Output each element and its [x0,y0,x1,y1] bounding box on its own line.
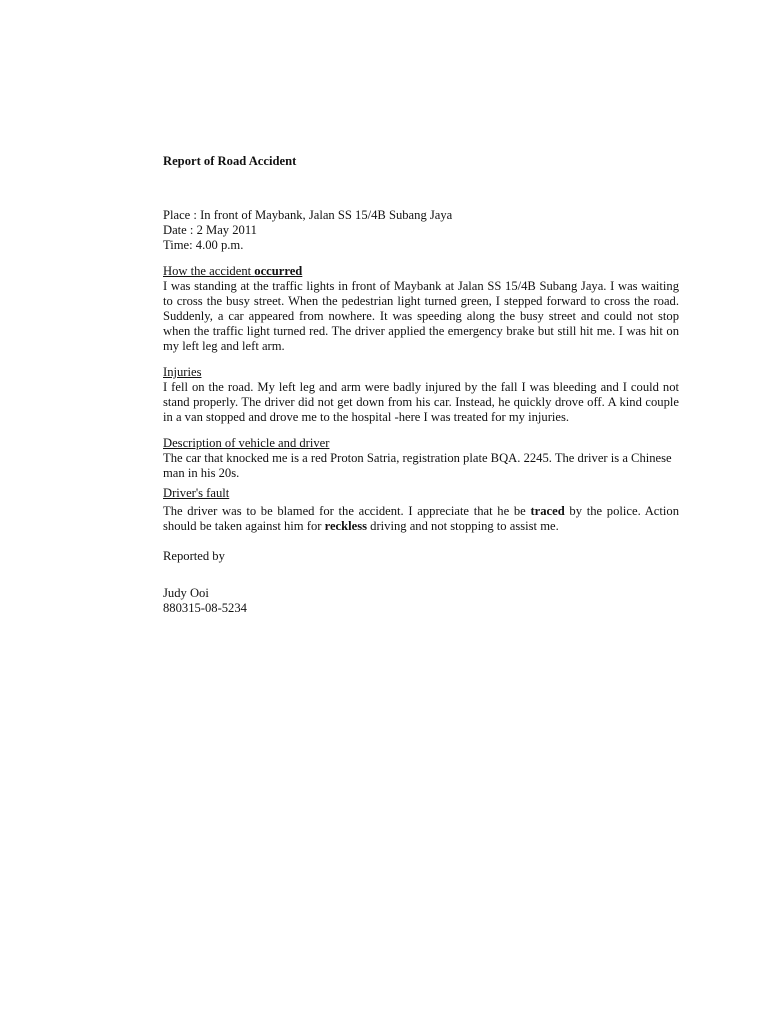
section-body: The car that knocked me is a red Proton Satria, registration plate BQA. 2245. The driver is a Chinese man in his 20s. [163,451,672,480]
section-vehicle-driver [163,436,679,481]
report-document [163,154,679,616]
report-meta [163,208,679,253]
section-heading [163,264,679,279]
section-body: I fell on the road. My left leg and arm were badly injured by the fall I was bleeding and I could not stand properly. The driver did not get down from his car. Instead, he quickly drove off. A kind couple in a van stopped and drove me to the hospital -here I was treated for my injuries. [163,380,679,424]
section-drivers-fault [163,486,679,534]
body-text: by the police. Action should be taken against him for [163,504,679,533]
bold-word: reckless [324,519,368,533]
heading-prefix: How the accident [163,264,255,278]
body-text: The driver was to be blamed for the accident. I appreciate that he be [163,504,531,518]
section-body: I was standing at the traffic lights in front of Maybank at Jalan SS 15/4B Subang Jaya. I was waiting to cross the busy street. When the pedestrian light turned green, I stepped forward to cross the road. Suddenly, a car appeared from nowhere. It was speeding along the busy street and could not stop when the traffic light turned red. The driver applied the emergency brake but still hit me. I was hit on my left leg and left arm. [163,279,679,353]
heading-text [163,264,302,278]
heading-bold: occurred [254,264,303,278]
date-line: Date : 2 May 2011 [163,223,257,237]
signature-block [163,549,679,616]
heading-text: Injuries [163,365,202,379]
report-title: Report of Road Accident [163,154,297,168]
section-heading [163,486,679,501]
section-heading [163,436,679,451]
signer-name: Judy Ooi [163,586,209,600]
place-line: Place : In front of Maybank, Jalan SS 15/4B Subang Jaya [163,208,453,222]
time-line: Time: 4.00 p.m. [163,238,244,252]
body-text: driving and not stopping to assist me. [367,519,559,533]
section-body [163,504,679,534]
section-heading [163,365,679,380]
reported-by-label: Reported by [163,549,225,563]
section-injuries [163,365,679,425]
section-how-occurred [163,264,679,354]
heading-text: Description of vehicle and driver [163,436,330,450]
bold-word: traced [530,504,565,518]
heading-text: Driver's fault [163,486,230,500]
signer-id-number: 880315-08-5234 [163,601,247,615]
